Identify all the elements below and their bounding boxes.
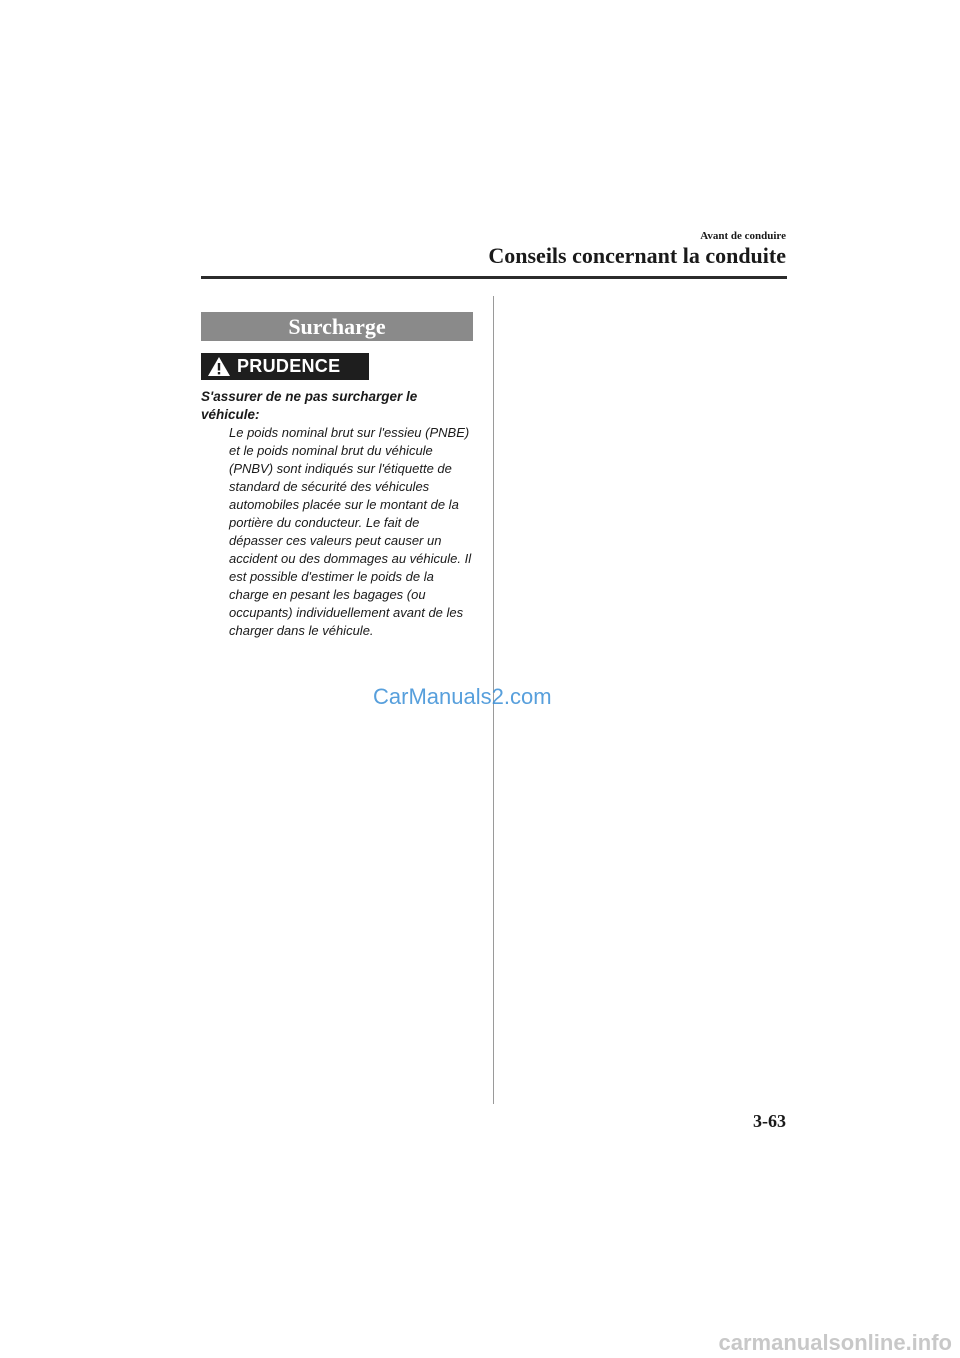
page-number: 3-63 [753,1111,786,1131]
header-title: Conseils concernant la conduite [488,243,786,268]
section-banner: Surcharge [201,312,473,341]
caution-label-text: PRUDENCE [237,356,341,376]
footer-watermark[interactable]: carmanualsonline.info [718,1330,952,1355]
watermark-center[interactable]: CarManuals2.com [373,684,552,709]
header-rule [201,276,787,279]
caution-body: Le poids nominal brut sur l'essieu (PNBE) et le poids nominal brut du véhicule (PNBV) sont indiqués sur l'étiquette de standard de sécurité des véhicules automobiles placée sur le montant de la portière du conducteur. Le fait de dépasser ces valeurs peut causer un accident ou des dommages au véhicule. Il est possible d'estimer le poids de la charge en pesant les bagages (ou occupants) individuellement avant de les charger dans le véhicule. [229,425,472,638]
caution-heading: S'assurer de ne pas surcharger le véhicule: [201,389,418,422]
header-subtitle: Avant de conduire [700,230,786,242]
warning-triangle-icon [207,356,231,377]
caution-label [201,353,369,380]
